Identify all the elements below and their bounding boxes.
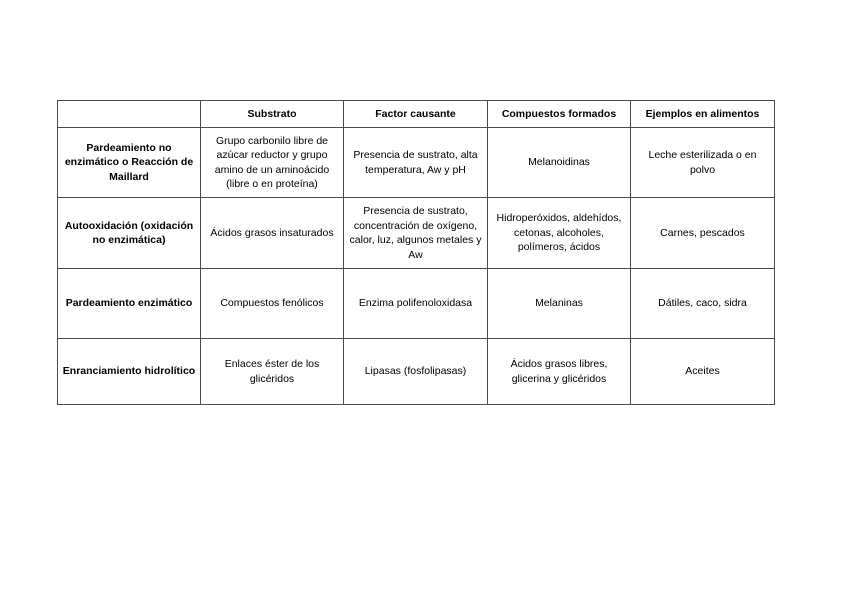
cell-substrato: Compuestos fenólicos bbox=[201, 269, 344, 339]
row-label: Enranciamiento hidrolítico bbox=[58, 339, 201, 405]
header-cell-substrato: Substrato bbox=[201, 101, 344, 128]
row-label: Pardeamiento no enzimático o Reacción de Maillard bbox=[58, 128, 201, 198]
table-row bbox=[58, 339, 775, 405]
table-row bbox=[58, 128, 775, 198]
row-label: Pardeamiento enzimático bbox=[58, 269, 201, 339]
cell-ejemplos: Carnes, pescados bbox=[631, 198, 775, 269]
cell-substrato: Enlaces éster de los glicéridos bbox=[201, 339, 344, 405]
cell-substrato: Grupo carbonilo libre de azúcar reductor y grupo amino de un aminoácido (libre o en proteína) bbox=[201, 128, 344, 198]
cell-factor: Presencia de sustrato, concentración de oxígeno, calor, luz, algunos metales y Aw bbox=[344, 198, 488, 269]
food-reactions-table bbox=[57, 100, 775, 405]
cell-compuestos: Ácidos grasos libres, glicerina y glicéridos bbox=[488, 339, 631, 405]
cell-ejemplos: Leche esterilizada o en polvo bbox=[631, 128, 775, 198]
row-label: Autooxidación (oxidación no enzimática) bbox=[58, 198, 201, 269]
header-cell-ejemplos: Ejemplos en alimentos bbox=[631, 101, 775, 128]
cell-factor: Presencia de sustrato, alta temperatura, Aw y pH bbox=[344, 128, 488, 198]
cell-compuestos: Melaninas bbox=[488, 269, 631, 339]
cell-ejemplos: Aceites bbox=[631, 339, 775, 405]
header-cell-empty bbox=[58, 101, 201, 128]
table-row bbox=[58, 198, 775, 269]
table-row bbox=[58, 269, 775, 339]
cell-factor: Lipasas (fosfolipasas) bbox=[344, 339, 488, 405]
header-cell-factor: Factor causante bbox=[344, 101, 488, 128]
cell-ejemplos: Dátiles, caco, sidra bbox=[631, 269, 775, 339]
header-cell-compuestos: Compuestos formados bbox=[488, 101, 631, 128]
cell-compuestos: Hidroperóxidos, aldehídos, cetonas, alcoholes, polímeros, ácidos bbox=[488, 198, 631, 269]
cell-compuestos: Melanoidinas bbox=[488, 128, 631, 198]
cell-substrato: Ácidos grasos insaturados bbox=[201, 198, 344, 269]
cell-factor: Enzima polifenoloxidasa bbox=[344, 269, 488, 339]
table-header-row bbox=[58, 101, 775, 128]
